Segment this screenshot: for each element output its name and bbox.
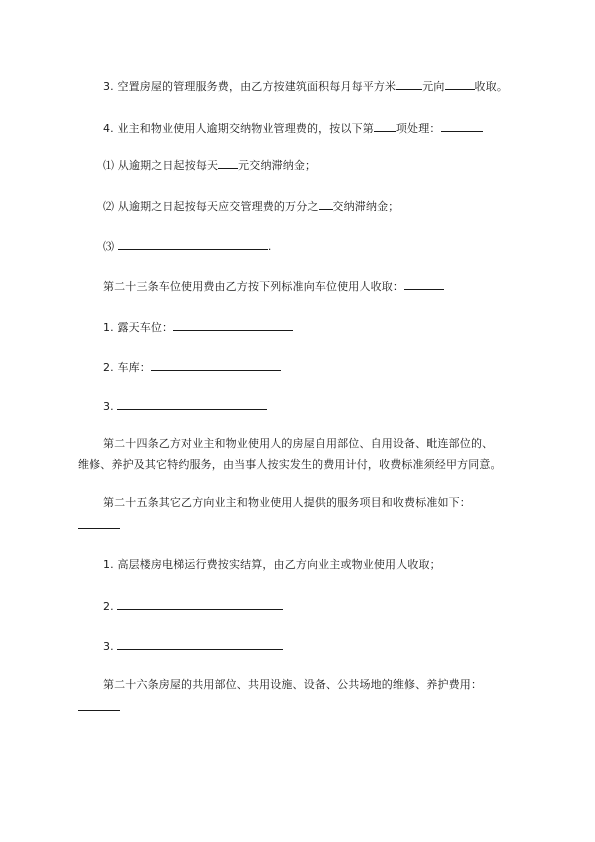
blank-field xyxy=(78,517,120,529)
paragraph-option-3 xyxy=(0,238,595,254)
text-segment: 4. 业主和物业使用人逾期交纳物业管理费的，按以下第 xyxy=(103,122,374,135)
paragraph-parking-3 xyxy=(0,398,595,414)
text-segment: 元向 xyxy=(422,80,445,93)
blank-field xyxy=(151,359,281,371)
text-segment: 项处理： xyxy=(395,122,441,135)
text-segment: 维修、养护及其它特约服务，由当事人按实发生的费用计付，收费标准须经甲方同意。 xyxy=(78,458,502,471)
text-segment: 2. 车库： xyxy=(103,361,151,374)
blank-field xyxy=(118,238,268,250)
paragraph-vacant-fee xyxy=(0,78,595,94)
text-segment: 元交纳滞纳金； xyxy=(238,159,317,172)
paragraph-open-parking xyxy=(0,319,595,335)
text-segment: 3. 空置房屋的管理服务费，由乙方按建筑面积每月每平方米 xyxy=(103,80,397,93)
blank-field xyxy=(218,157,238,169)
text-segment: ⑴ 从逾期之日起按每天 xyxy=(103,159,219,172)
blank-field xyxy=(404,278,444,290)
blank-field xyxy=(173,319,293,331)
text-segment: 1. 露天车位： xyxy=(103,321,174,334)
blank-field xyxy=(117,638,283,650)
text-segment: 第二十六条房屋的共用部位、共用设施、设备、公共场地的维修、养护费用： xyxy=(103,678,483,691)
paragraph-option-1 xyxy=(0,157,595,173)
paragraph-article-24-line1 xyxy=(0,437,595,451)
paragraph-elevator-fee xyxy=(0,558,595,572)
text-segment: 第二十五条其它乙方向业主和物业使用人提供的服务项目和收费标准如下： xyxy=(103,496,471,509)
blank-field xyxy=(441,120,483,132)
text-segment: 2. xyxy=(103,600,114,613)
text-segment: 交纳滞纳金； xyxy=(332,200,400,213)
text-segment: . xyxy=(267,240,272,253)
paragraph-garage xyxy=(0,359,595,375)
text-segment: 1. 高层楼房电梯运行费按实结算，由乙方向业主或物业使用人收取； xyxy=(103,558,441,571)
text-segment: 第二十四条乙方对业主和物业使用人的房屋自用部位、自用设备、毗连部位的、 xyxy=(103,437,494,450)
blank-field xyxy=(78,699,120,711)
paragraph-article-26 xyxy=(0,678,595,692)
paragraph-article-25-blank xyxy=(0,517,595,533)
blank-field xyxy=(374,120,396,132)
text-segment: 3. xyxy=(103,400,114,413)
paragraph-service-3 xyxy=(0,638,595,654)
text-segment: ⑵ 从逾期之日起按每天应交管理费的万分之 xyxy=(103,200,319,213)
text-segment: ⑶ xyxy=(103,240,115,253)
text-segment: 第二十三条车位使用费由乙方按下列标准向车位使用人收取： xyxy=(103,280,405,293)
paragraph-article-24-line2 xyxy=(0,458,595,472)
paragraph-service-2 xyxy=(0,598,595,614)
blank-field xyxy=(117,598,283,610)
paragraph-option-2 xyxy=(0,198,595,214)
blank-field xyxy=(396,78,422,90)
blank-field xyxy=(117,398,267,410)
blank-field xyxy=(445,78,475,90)
paragraph-article-26-blank xyxy=(0,699,595,715)
paragraph-article-23 xyxy=(0,278,595,294)
text-segment: 收取。 xyxy=(474,80,508,93)
paragraph-overdue-fee xyxy=(0,120,595,136)
text-segment: 3. xyxy=(103,640,114,653)
blank-field xyxy=(319,198,333,210)
paragraph-article-25 xyxy=(0,496,595,510)
